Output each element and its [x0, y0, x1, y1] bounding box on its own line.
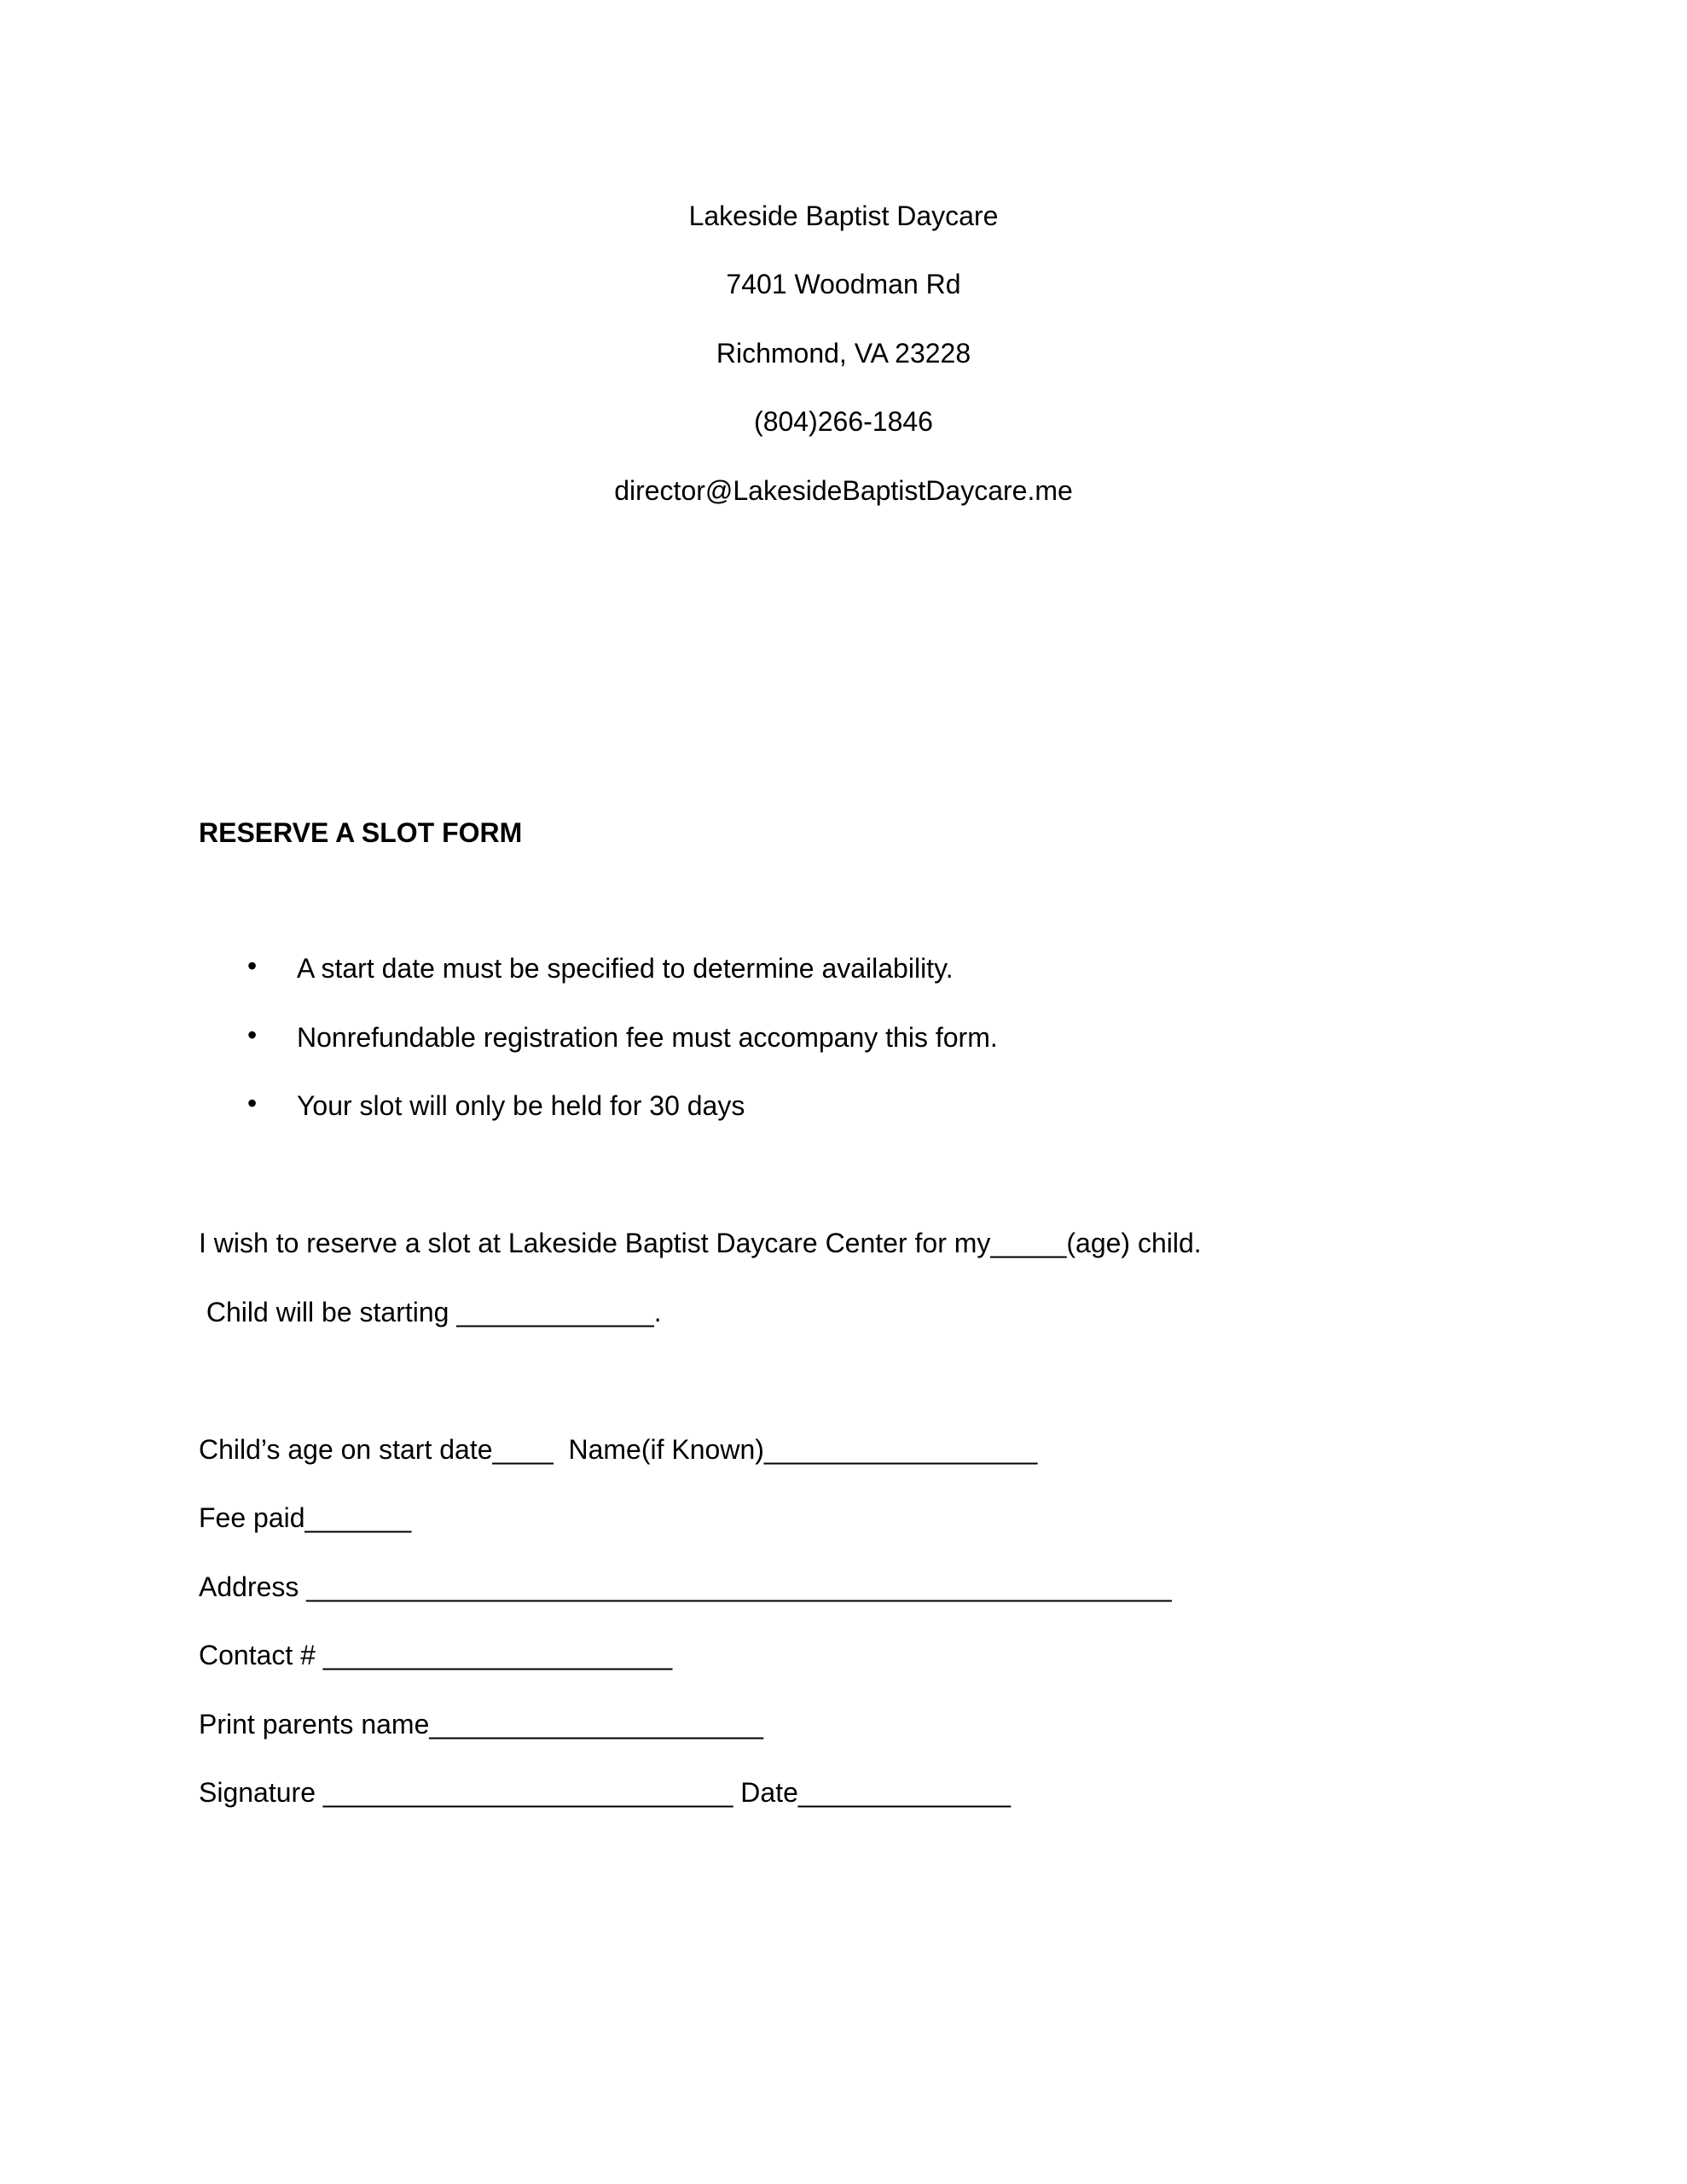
list-item-text: Nonrefundable registration fee must accompany this form. — [297, 1022, 998, 1053]
list-item-text: Your slot will only be held for 30 days — [297, 1090, 745, 1121]
address-field: Address _________________________________________________________ — [199, 1571, 1172, 1602]
org-name: Lakeside Baptist Daycare — [688, 200, 999, 231]
bullet-icon: • — [247, 1088, 258, 1118]
email-address: director@LakesideBaptistDaycare.me — [614, 475, 1073, 506]
form-title: RESERVE A SLOT FORM — [199, 817, 523, 848]
list-item-text: A start date must be specified to determine availability. — [297, 953, 954, 984]
phone-number: (804)266-1846 — [754, 406, 933, 437]
contact-field: Contact # _______________________ — [199, 1640, 673, 1670]
reserve-statement: I wish to reserve a slot at Lakeside Baptist Daycare Center for my_____(age) child. — [199, 1228, 1202, 1258]
start-date-statement: Child will be starting _____________. — [199, 1297, 662, 1327]
parent-name-field: Print parents name______________________ — [199, 1709, 763, 1740]
signature-date-field: Signature ___________________________ Date______________ — [199, 1777, 1012, 1808]
fee-paid-field: Fee paid_______ — [199, 1502, 412, 1533]
age-name-field: Child’s age on start date____ Name(if Known)__________________ — [199, 1434, 1038, 1465]
bullet-icon: • — [247, 1019, 258, 1050]
street-address: 7401 Woodman Rd — [726, 269, 961, 299]
city-state-zip: Richmond, VA 23228 — [716, 338, 971, 369]
bullet-icon: • — [247, 950, 258, 981]
